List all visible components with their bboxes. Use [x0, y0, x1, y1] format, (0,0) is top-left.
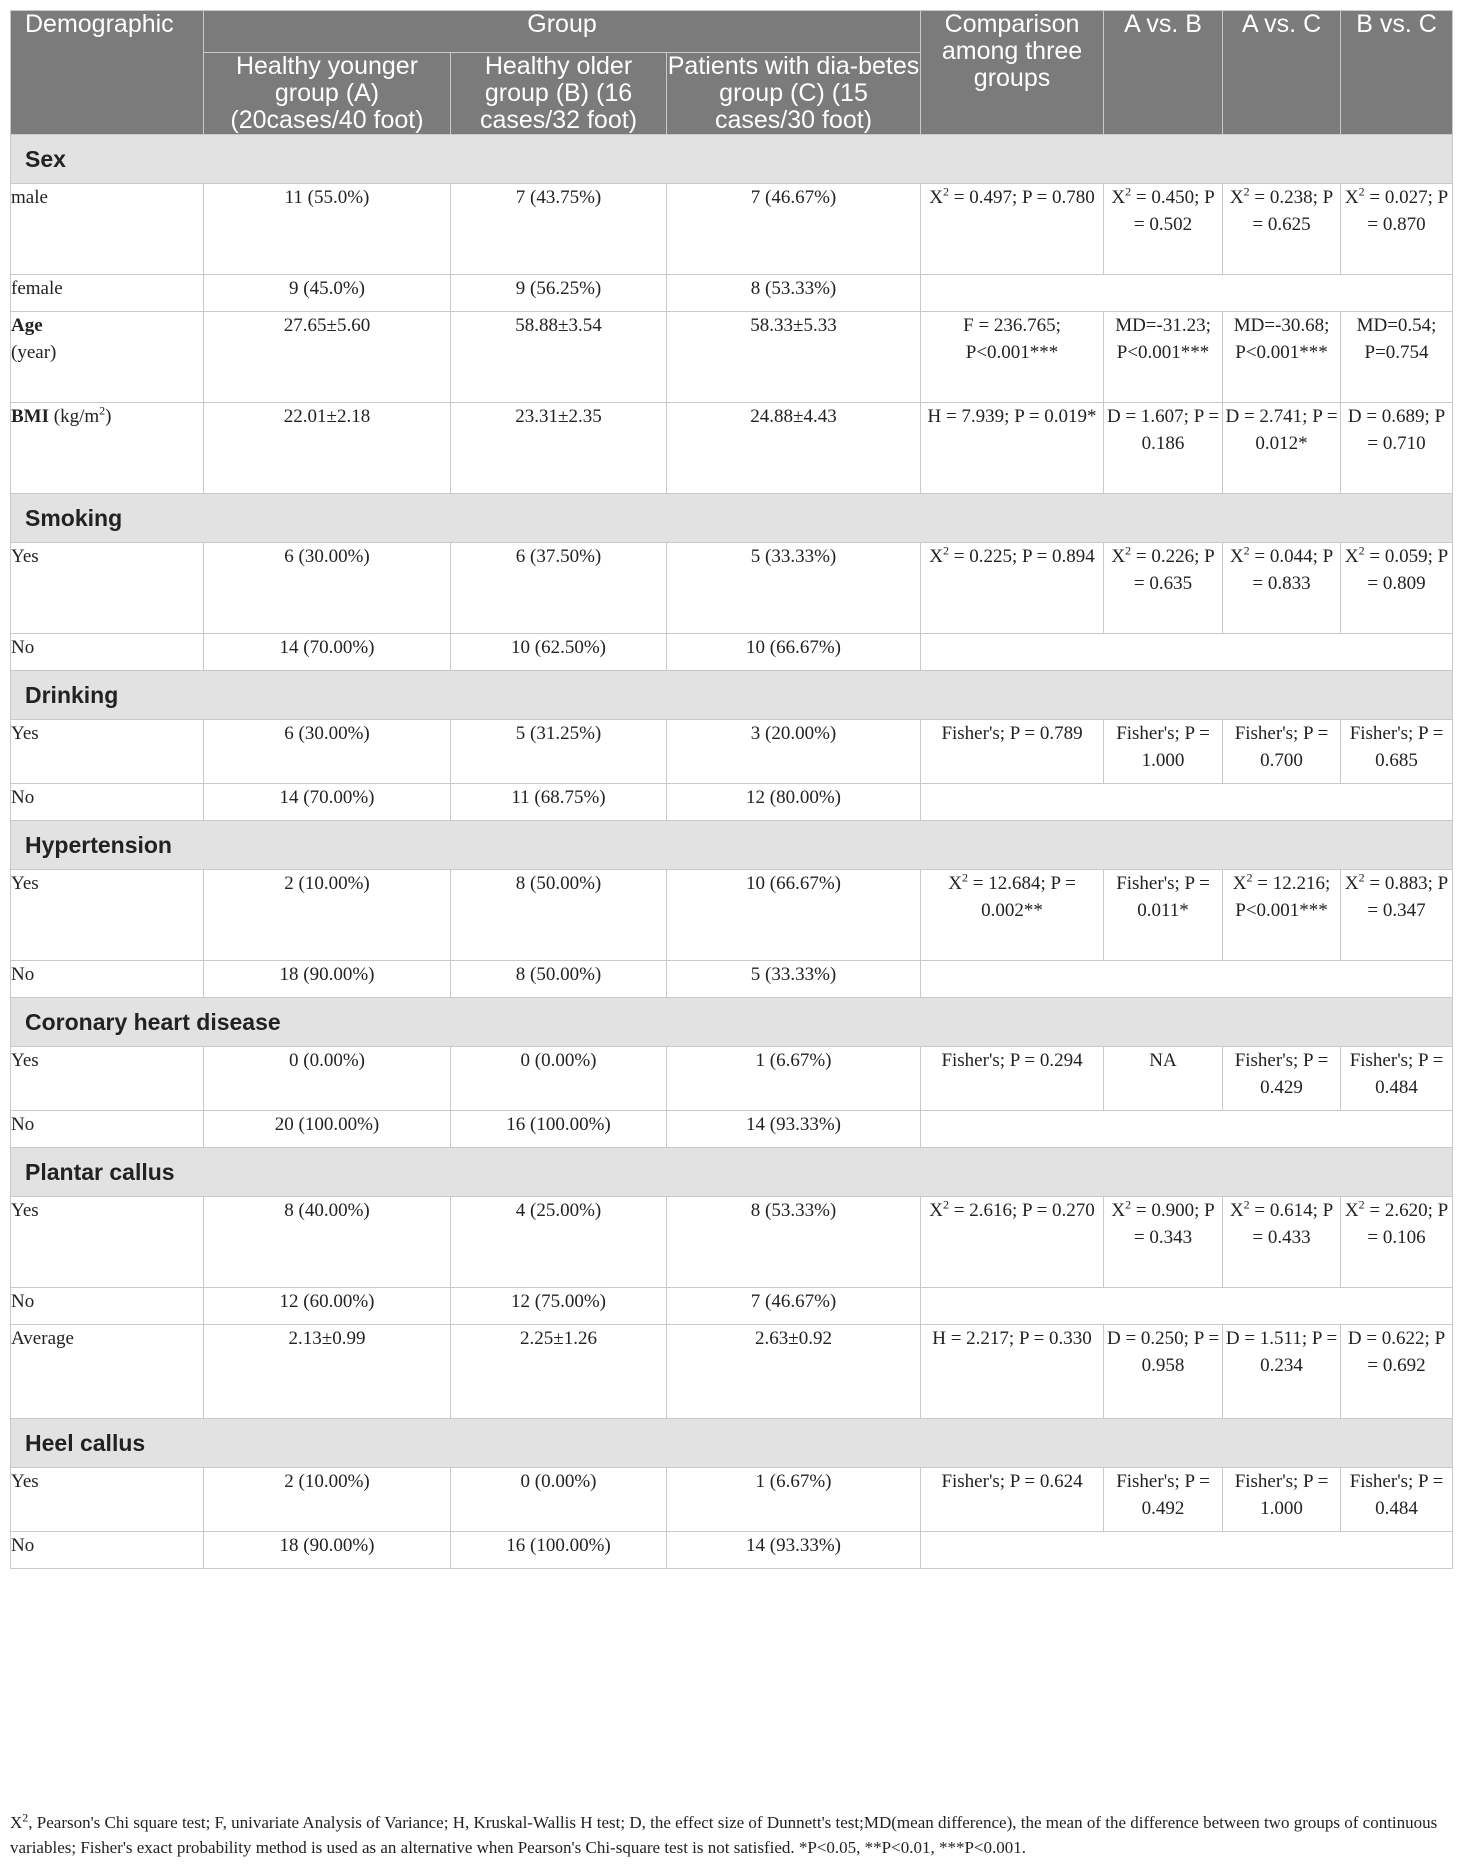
- header-b-vs-c: B vs. C: [1341, 11, 1453, 135]
- cell-a: 14 (70.00%): [204, 784, 451, 821]
- cell-comparison: H = 7.939; P = 0.019*: [921, 403, 1104, 494]
- cell-b-vs-c: $X^2 = 0.883$; P = 0.347: [1341, 870, 1453, 961]
- table-row: [11, 870, 1453, 961]
- cell-a: 9 (45.0%): [204, 275, 451, 312]
- cell-a-vs-c: $X^2 = 0.614$; P = 0.433: [1223, 1197, 1341, 1288]
- row-label: male: [11, 184, 204, 275]
- row-label: No: [11, 634, 204, 671]
- row-label: No: [11, 961, 204, 998]
- cell-a: 12 (60.00%): [204, 1288, 451, 1325]
- empty-cell: [921, 784, 1453, 821]
- cell-b: 23.31±2.35: [451, 403, 667, 494]
- cell-c: 24.88±4.43: [667, 403, 921, 494]
- age-unit: (year): [11, 342, 57, 363]
- row-label: Yes: [11, 1197, 204, 1288]
- cell-b: 6 (37.50%): [451, 543, 667, 634]
- header-comparison: Comparison among three groups: [921, 11, 1104, 135]
- cell-a-vs-b: $X^2 = 0.900$; P = 0.343: [1104, 1197, 1223, 1288]
- table-row: [11, 1532, 1453, 1569]
- cell-comparison: Fisher's; P = 0.294: [921, 1047, 1104, 1111]
- cell-a-vs-b: $X^2 = 0.450$; P = 0.502: [1104, 184, 1223, 275]
- row-label: No: [11, 1532, 204, 1569]
- cell-b: 0 (0.00%): [451, 1468, 667, 1532]
- cell-b-vs-c: $X^2 = 2.620$; P = 0.106: [1341, 1197, 1453, 1288]
- table-row: [11, 184, 1453, 275]
- empty-cell: [921, 275, 1453, 312]
- cell-a: 2 (10.00%): [204, 870, 451, 961]
- cell-c: 10 (66.67%): [667, 870, 921, 961]
- cell-c: 8 (53.33%): [667, 275, 921, 312]
- row-label: female: [11, 275, 204, 312]
- cell-a: 2.13±0.99: [204, 1325, 451, 1419]
- section-coronary-heart-disease: Coronary heart disease: [11, 998, 1453, 1047]
- row-label: Yes: [11, 543, 204, 634]
- empty-cell: [921, 1288, 1453, 1325]
- table-row: [11, 1468, 1453, 1532]
- cell-b: 5 (31.25%): [451, 720, 667, 784]
- row-label: Yes: [11, 870, 204, 961]
- cell-comparison: $X^2 = 12.684$; P = 0.002**: [921, 870, 1104, 961]
- table-row: [11, 1288, 1453, 1325]
- row-label-bmi: [11, 403, 204, 494]
- header-a-vs-c: A vs. C: [1223, 11, 1341, 135]
- cell-b-vs-c: Fisher's; P = 0.484: [1341, 1468, 1453, 1532]
- header-demographic: Demographic: [11, 11, 204, 135]
- cell-b: 58.88±3.54: [451, 312, 667, 403]
- cell-comparison: Fisher's; P = 0.624: [921, 1468, 1104, 1532]
- row-label: Average: [11, 1325, 204, 1419]
- cell-comparison: Fisher's; P = 0.789: [921, 720, 1104, 784]
- row-label: No: [11, 1288, 204, 1325]
- cell-b: 0 (0.00%): [451, 1047, 667, 1111]
- cell-a-vs-c: Fisher's; P = 1.000: [1223, 1468, 1341, 1532]
- cell-a-vs-b: D = 0.250; P = 0.958: [1104, 1325, 1223, 1419]
- cell-b: 16 (100.00%): [451, 1111, 667, 1148]
- cell-b-vs-c: $X^2 = 0.059$; P = 0.809: [1341, 543, 1453, 634]
- cell-b: 9 (56.25%): [451, 275, 667, 312]
- cell-b-vs-c: D = 0.689; P = 0.710: [1341, 403, 1453, 494]
- cell-b-vs-c: $X^2 = 0.027$; P = 0.870: [1341, 184, 1453, 275]
- cell-c: 58.33±5.33: [667, 312, 921, 403]
- row-label: Yes: [11, 1047, 204, 1111]
- table-row: [11, 1325, 1453, 1419]
- cell-c: 5 (33.33%): [667, 543, 921, 634]
- cell-c: 3 (20.00%): [667, 720, 921, 784]
- cell-c: 7 (46.67%): [667, 1288, 921, 1325]
- cell-a-vs-b: $X^2 = 0.226$; P = 0.635: [1104, 543, 1223, 634]
- section-sex: Sex: [11, 135, 1453, 184]
- table-row: [11, 543, 1453, 634]
- empty-cell: [921, 1532, 1453, 1569]
- empty-cell: [921, 1111, 1453, 1148]
- cell-b: 2.25±1.26: [451, 1325, 667, 1419]
- header-row: [11, 11, 1453, 53]
- cell-comparison: $X^2 = 2.616$; P = 0.270: [921, 1197, 1104, 1288]
- cell-c: 7 (46.67%): [667, 184, 921, 275]
- cell-a: 22.01±2.18: [204, 403, 451, 494]
- section-heel-callus: Heel callus: [11, 1419, 1453, 1468]
- cell-a-vs-c: $X^2 = 12.216$; P<0.001***: [1223, 870, 1341, 961]
- cell-a-vs-b: Fisher's; P = 0.011*: [1104, 870, 1223, 961]
- cell-a-vs-c: D = 1.511; P = 0.234: [1223, 1325, 1341, 1419]
- table-row: [11, 720, 1453, 784]
- cell-comparison: $X^2 = 0.225$; P = 0.894: [921, 543, 1104, 634]
- header-col-c: Patients with dia-betes group (C) (15 cases/30 foot): [667, 52, 920, 134]
- cell-a-vs-c: Fisher's; P = 0.700: [1223, 720, 1341, 784]
- cell-a-vs-b: NA: [1104, 1047, 1223, 1111]
- cell-b: 10 (62.50%): [451, 634, 667, 671]
- cell-a-vs-b: MD=-31.23; P<0.001***: [1104, 312, 1223, 403]
- header-col-b: Healthy older group (B) (16 cases/32 foot): [451, 53, 667, 135]
- section-plantar-callus: Plantar callus: [11, 1148, 1453, 1197]
- cell-a-vs-b: Fisher's; P = 0.492: [1104, 1468, 1223, 1532]
- table-row: [11, 312, 1453, 403]
- cell-b: 12 (75.00%): [451, 1288, 667, 1325]
- cell-b-vs-c: MD=0.54; P=0.754: [1341, 312, 1453, 403]
- cell-a: 0 (0.00%): [204, 1047, 451, 1111]
- cell-c: 12 (80.00%): [667, 784, 921, 821]
- cell-a: 20 (100.00%): [204, 1111, 451, 1148]
- cell-b: 8 (50.00%): [451, 961, 667, 998]
- cell-a: 27.65±5.60: [204, 312, 451, 403]
- cell-a-vs-c: MD=-30.68; P<0.001***: [1223, 312, 1341, 403]
- cell-b: 16 (100.00%): [451, 1532, 667, 1569]
- cell-a: 11 (55.0%): [204, 184, 451, 275]
- cell-c: 1 (6.67%): [667, 1468, 921, 1532]
- cell-a-vs-b: Fisher's; P = 1.000: [1104, 720, 1223, 784]
- table-row: [11, 634, 1453, 671]
- table-row: [11, 275, 1453, 312]
- row-label-age: [11, 312, 204, 403]
- cell-a: 2 (10.00%): [204, 1468, 451, 1532]
- header-a-vs-b: A vs. B: [1104, 11, 1223, 135]
- cell-c: 14 (93.33%): [667, 1532, 921, 1569]
- row-label: No: [11, 1111, 204, 1148]
- section-hypertension: Hypertension: [11, 821, 1453, 870]
- empty-cell: [921, 634, 1453, 671]
- cell-b-vs-c: D = 0.622; P = 0.692: [1341, 1325, 1453, 1419]
- age-label: Age: [11, 315, 43, 336]
- cell-a-vs-c: $X^2 = 0.044$; P = 0.833: [1223, 543, 1341, 634]
- cell-a-vs-b: D = 1.607; P = 0.186: [1104, 403, 1223, 494]
- header-col-a: Healthy younger group (A) (20cases/40 foot): [204, 53, 451, 135]
- cell-comparison: $X^2 = 0.497$; P = 0.780: [921, 184, 1104, 275]
- cell-b-vs-c: Fisher's; P = 0.685: [1341, 720, 1453, 784]
- cell-b: 11 (68.75%): [451, 784, 667, 821]
- cell-c: 14 (93.33%): [667, 1111, 921, 1148]
- row-label: No: [11, 784, 204, 821]
- cell-a-vs-c: $X^2 = 0.238$; P = 0.625: [1223, 184, 1341, 275]
- cell-c: 8 (53.33%): [667, 1197, 921, 1288]
- cell-b: 8 (50.00%): [451, 870, 667, 961]
- cell-a: 6 (30.00%): [204, 543, 451, 634]
- table-row: [11, 1111, 1453, 1148]
- demographics-table: [10, 10, 1453, 1569]
- table-row: [11, 784, 1453, 821]
- cell-comparison: H = 2.217; P = 0.330: [921, 1325, 1104, 1419]
- cell-c: 10 (66.67%): [667, 634, 921, 671]
- section-smoking: Smoking: [11, 494, 1453, 543]
- table-row: [11, 1197, 1453, 1288]
- cell-c: 5 (33.33%): [667, 961, 921, 998]
- cell-b: 4 (25.00%): [451, 1197, 667, 1288]
- cell-a-vs-c: Fisher's; P = 0.429: [1223, 1047, 1341, 1111]
- row-label: Yes: [11, 720, 204, 784]
- cell-a-vs-c: D = 2.741; P = 0.012*: [1223, 403, 1341, 494]
- bmi-label: BMI: [11, 406, 49, 427]
- row-label: Yes: [11, 1468, 204, 1532]
- empty-cell: [921, 961, 1453, 998]
- table-row: [11, 1047, 1453, 1111]
- cell-a: 6 (30.00%): [204, 720, 451, 784]
- cell-comparison: F = 236.765; P<0.001***: [921, 312, 1104, 403]
- section-drinking: Drinking: [11, 671, 1453, 720]
- cell-c: 1 (6.67%): [667, 1047, 921, 1111]
- cell-a: 18 (90.00%): [204, 1532, 451, 1569]
- cell-b-vs-c: Fisher's; P = 0.484: [1341, 1047, 1453, 1111]
- bmi-unit: $(kg/m^2)$: [53, 403, 112, 427]
- cell-a: 18 (90.00%): [204, 961, 451, 998]
- table-row: [11, 403, 1453, 494]
- table-footnote: $X^2$, Pearson's Chi square test; F, univariate Analysis of Variance; H, Kruskal-Wallis H test; D, the effect size of Dunnett's test;MD(mean difference), the mean of the difference between two groups of continuous variables; Fisher's exact probability method is used as an alternative when Pearson's Chi-square test is not satisfied. *P<0.05, **P<0.01, ***P<0.001.: [10, 1810, 1438, 1857]
- header-group: Group: [204, 11, 921, 53]
- cell-a: 8 (40.00%): [204, 1197, 451, 1288]
- table-row: [11, 961, 1453, 998]
- cell-c: 2.63±0.92: [667, 1325, 921, 1419]
- cell-a: 14 (70.00%): [204, 634, 451, 671]
- cell-b: 7 (43.75%): [451, 184, 667, 275]
